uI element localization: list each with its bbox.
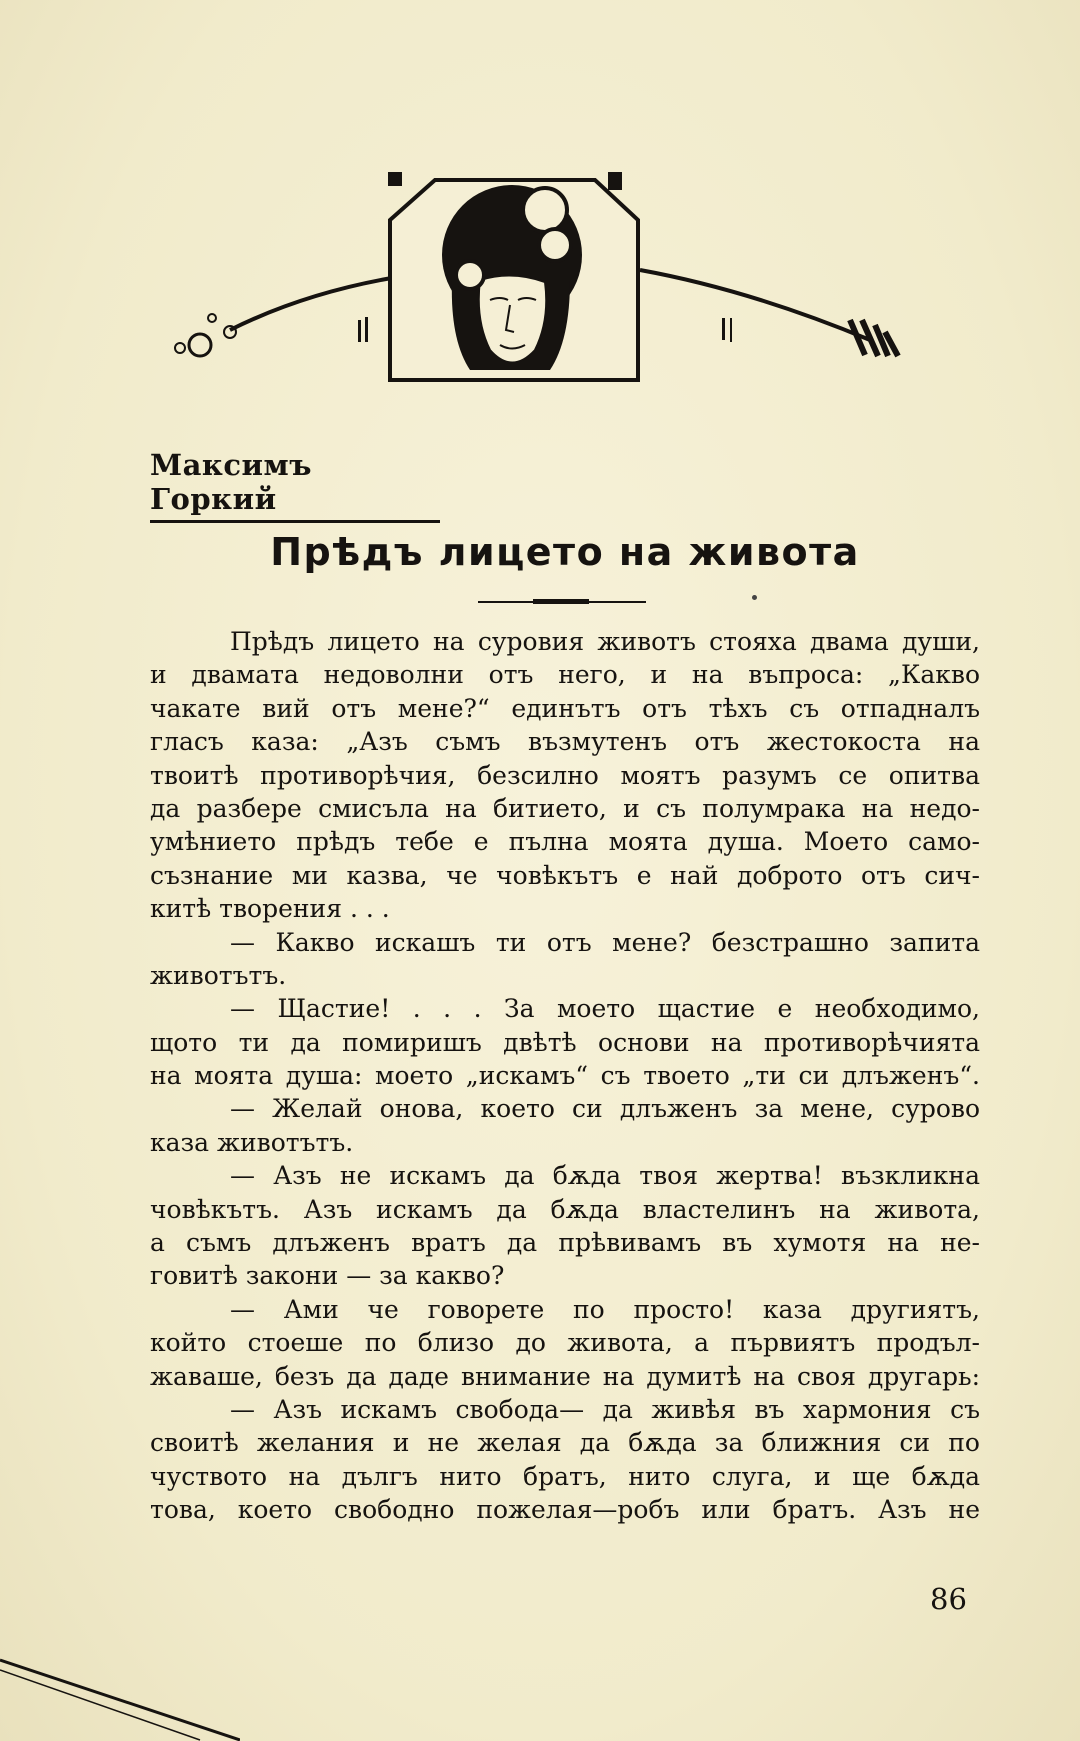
text-line: а съмъ длъженъ вратъ да прѣвивамъ въ хумотя на не- — [150, 1228, 980, 1258]
text-line: да разбере смисъла на битието, и съ полумрака на недо- — [150, 793, 980, 823]
text-line: Прѣдъ лицето на суровия животъ стояха двама души, — [230, 627, 980, 656]
text-line: твоитѣ противорѣчия, безсилно моятъ разумъ се опитва — [150, 760, 980, 790]
chapter-title: Прѣдъ лицето на живота — [270, 530, 860, 574]
text-line: съзнание ми казва, че човѣкътъ е най доброто отъ сич- — [150, 860, 980, 890]
body-text — [150, 625, 980, 1527]
text-line: — Азъ искамъ свобода— да живѣя въ хармония съ — [230, 1394, 980, 1424]
text-line: — Желай онова, което си длъженъ за мене, сурово — [230, 1094, 980, 1124]
art-nouveau-headpiece-illustration — [150, 170, 980, 430]
text-line: щото ти да помиришъ двѣтѣ основи на противорѣчията — [150, 1027, 980, 1057]
text-line: на моята душа: моето „искамъ“ съ твоето „ти си длъженъ“. — [150, 1061, 980, 1091]
text-line: това, което свободно пожелая—робъ или братъ. Азъ не — [150, 1495, 980, 1525]
title-divider-accent — [533, 599, 589, 604]
text-line: и двамата недоволни отъ него, и на въпроса: „Какво — [150, 660, 980, 690]
text-line: гласъ каза: „Азъ съмъ възмутенъ отъ жестокоста на — [150, 727, 980, 757]
text-line: който стоеше по близо до живота, а първиятъ продъл- — [150, 1328, 980, 1358]
text-line: своитѣ желания и не желая да бѫда за ближния си по — [150, 1428, 980, 1458]
text-line: — Какво искашъ ти отъ мене? безстрашно запита — [230, 927, 980, 957]
text-line: — Азъ не искамъ да бѫда твоя жертва! възкликна — [230, 1161, 980, 1191]
text-line: — Щастие! . . . За моето щастие е необходимо, — [230, 994, 980, 1024]
page-number: 86 — [930, 1582, 967, 1616]
text-line: каза животътъ. — [150, 1127, 354, 1157]
author-name: Максимъ Горкий — [150, 448, 440, 523]
text-line: животътъ. — [150, 960, 287, 990]
page-corner-fold-line — [0, 1640, 240, 1741]
text-line: умѣнието прѣдъ тебе е пълна моята душа. Моето само- — [150, 827, 980, 857]
text-line: жаваше, безъ да даде внимание на думитѣ на своя другарь: — [150, 1361, 980, 1391]
text-line: китѣ творения . . . — [150, 894, 390, 924]
text-line: чуството на дългъ нито братъ, нито слуга, и ще бѫда — [150, 1461, 980, 1491]
text-line: — Ами че говорете по просто! каза другиятъ, — [230, 1294, 980, 1324]
text-line: човѣкътъ. Азъ искамъ да бѫда властелинъ на живота, — [150, 1194, 980, 1224]
print-speck — [752, 595, 757, 600]
text-line: говитѣ закони — за какво? — [150, 1261, 505, 1291]
text-line: чакате вий отъ мене?“ единътъ отъ тѣхъ съ отпадналъ — [150, 693, 980, 723]
